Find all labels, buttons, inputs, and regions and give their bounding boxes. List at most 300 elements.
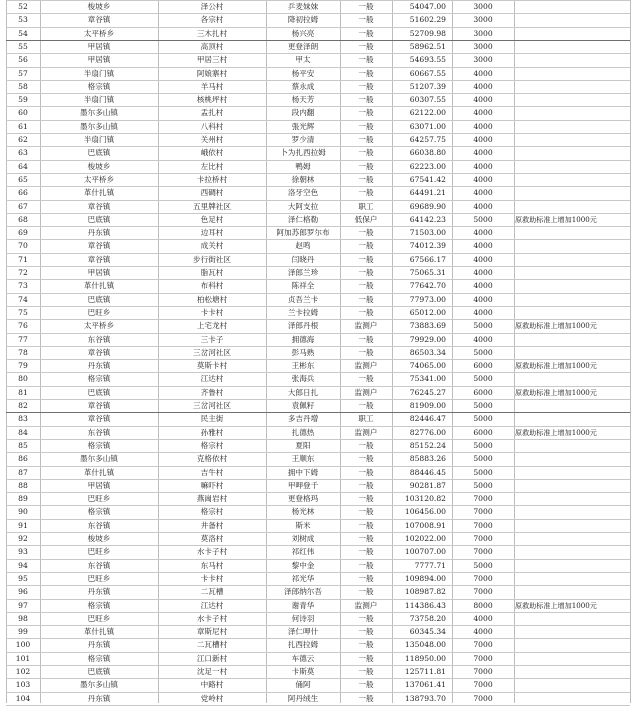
note-cell <box>514 160 630 173</box>
table-row-divider <box>6 253 630 254</box>
name-cell: 闫晓丹 <box>291 254 315 264</box>
village-cell: 莫斯卡村 <box>196 361 228 371</box>
category-cell: 一般 <box>358 401 374 410</box>
income-cell: 137061.41 <box>404 680 446 690</box>
village-cell: 羊马村 <box>200 81 224 91</box>
note-cell <box>514 412 630 425</box>
standard-cell: 4000 <box>473 148 493 158</box>
table-row-divider <box>6 239 630 240</box>
town-cell: 墨尔多山镇 <box>80 454 118 464</box>
standard-cell: 4000 <box>473 201 493 211</box>
income-cell: 76245.27 <box>409 387 446 397</box>
town-cell: 半扇门镇 <box>83 95 115 105</box>
standard-cell: 8000 <box>473 600 493 610</box>
income-cell: 82446.47 <box>409 414 446 424</box>
town-cell: 半扇门镇 <box>83 135 115 144</box>
name-cell: 兰卡拉姆 <box>287 307 319 317</box>
name-cell: 降初拉姆 <box>287 15 319 25</box>
village-cell: 沈足一村 <box>196 667 228 676</box>
town-cell: 章谷镇 <box>87 15 111 25</box>
category-cell: 一般 <box>358 560 374 570</box>
row-number-cell: 55 <box>18 41 28 51</box>
row-number-cell: 71 <box>18 254 28 264</box>
income-cell: 65012.00 <box>409 307 446 317</box>
standard-cell: 7000 <box>473 653 493 663</box>
note-cell <box>514 279 630 292</box>
table-row-divider <box>6 53 630 54</box>
standard-cell: 4000 <box>473 135 493 144</box>
income-cell: 125711.81 <box>404 667 446 676</box>
row-number-cell: 61 <box>18 121 28 131</box>
note-cell <box>514 27 630 40</box>
table-row-divider <box>6 386 630 387</box>
row-number-cell: 100 <box>15 640 31 650</box>
table-row-divider <box>6 27 630 28</box>
table-row-divider <box>6 545 630 546</box>
table-row <box>0 652 634 665</box>
standard-cell: 4000 <box>473 228 493 238</box>
income-cell: 60345.34 <box>409 627 446 637</box>
town-cell: 墨尔多山镇 <box>80 121 118 131</box>
row-number-cell: 103 <box>15 680 31 690</box>
income-cell: 77642.70 <box>409 281 446 291</box>
name-cell: 谢青华 <box>291 600 315 610</box>
table-row-divider <box>6 692 630 693</box>
standard-cell: 3000 <box>473 15 493 25</box>
category-cell: 一般 <box>358 294 374 304</box>
standard-cell: 4000 <box>473 121 493 131</box>
category-cell: 一般 <box>358 108 374 118</box>
category-cell: 一般 <box>358 613 374 623</box>
table-row <box>0 253 634 266</box>
village-cell: 卡卡村 <box>200 307 224 317</box>
village-cell: 中路村 <box>200 680 224 690</box>
standard-cell: 4000 <box>473 188 493 198</box>
row-number-cell: 53 <box>18 15 28 25</box>
name-cell: 王彬东 <box>291 361 315 371</box>
note-cell <box>514 572 630 585</box>
name-cell: 赵鸣 <box>295 241 311 251</box>
table-row-divider <box>6 200 630 201</box>
name-cell: 杨平安 <box>291 68 315 78</box>
income-cell: 90281.87 <box>409 480 446 490</box>
income-cell: 66038.80 <box>409 148 446 158</box>
standard-cell: 5000 <box>473 440 493 450</box>
note-cell <box>514 80 630 93</box>
note-cell <box>514 67 630 80</box>
income-cell: 82776.00 <box>409 427 446 437</box>
note-cell <box>514 625 630 638</box>
name-cell: 杨光林 <box>291 507 315 517</box>
table-row <box>0 372 634 385</box>
row-number-cell: 95 <box>18 573 28 583</box>
note-cell <box>514 479 630 492</box>
standard-cell: 3000 <box>473 2 493 11</box>
table-row-divider <box>6 452 630 453</box>
category-cell: 一般 <box>358 507 374 517</box>
note-cell <box>514 612 630 625</box>
town-cell: 甲居镇 <box>87 480 111 490</box>
category-cell: 一般 <box>358 374 374 384</box>
category-cell: 职工 <box>358 414 374 424</box>
category-cell: 一般 <box>358 307 374 317</box>
name-cell: 卡斯莫 <box>291 667 315 676</box>
table-row-divider <box>6 319 630 320</box>
table-row <box>0 13 634 26</box>
standard-cell: 4000 <box>473 268 493 277</box>
table-row <box>0 612 634 625</box>
row-number-cell: 77 <box>18 334 28 344</box>
standard-cell: 4000 <box>473 241 493 251</box>
town-cell: 章谷镇 <box>87 241 111 251</box>
category-cell: 一般 <box>358 228 374 238</box>
town-cell: 东谷镇 <box>87 427 111 437</box>
table-row-divider <box>6 213 630 214</box>
income-cell: 135048.00 <box>404 640 446 650</box>
category-cell: 一般 <box>358 573 374 583</box>
row-number-cell: 73 <box>18 281 28 291</box>
village-cell: 格宗村 <box>200 440 224 450</box>
village-cell: 高顶村 <box>200 41 224 51</box>
name-cell: 扎德热 <box>291 427 315 437</box>
table-row <box>0 638 634 651</box>
village-cell: 核桃坪村 <box>196 95 228 105</box>
row-number-cell: 94 <box>18 560 28 570</box>
note-cell <box>514 306 630 319</box>
standard-cell: 4000 <box>473 254 493 264</box>
table-row <box>0 319 634 332</box>
table-row <box>0 386 634 399</box>
table-row <box>0 412 634 425</box>
town-cell: 墨尔多山镇 <box>80 108 118 118</box>
name-cell: 阿加苏郎罗尔布 <box>276 228 330 238</box>
row-number-cell: 91 <box>18 520 28 530</box>
row-number-cell: 88 <box>18 480 28 490</box>
category-cell: 一般 <box>358 480 374 490</box>
row-number-cell: 92 <box>18 534 28 543</box>
table-row <box>0 213 634 226</box>
table-row <box>0 479 634 492</box>
town-cell: 格宗镇 <box>87 374 111 384</box>
standard-cell: 4000 <box>473 334 493 344</box>
name-cell: 鸭姆 <box>295 161 311 171</box>
row-number-cell: 62 <box>18 135 28 144</box>
category-cell: 一般 <box>358 680 374 690</box>
income-cell: 51602.29 <box>409 15 446 25</box>
village-cell: 盂扎村 <box>200 108 224 118</box>
table-row-divider <box>6 638 630 639</box>
table-row-divider <box>6 93 630 94</box>
note-cell <box>514 200 630 213</box>
income-cell: 54047.00 <box>409 2 446 11</box>
table-row-divider <box>6 665 630 666</box>
standard-cell: 7000 <box>473 587 493 597</box>
income-cell: 77973.00 <box>409 294 446 304</box>
table-row-divider <box>6 585 630 586</box>
standard-cell: 7000 <box>473 520 493 530</box>
standard-cell: 7000 <box>473 507 493 517</box>
name-cell: 贞吾兰卡 <box>287 294 319 304</box>
standard-cell: 7000 <box>473 693 493 703</box>
table-row <box>0 559 634 572</box>
village-cell: 水卡子村 <box>196 547 228 557</box>
category-cell: 一般 <box>358 241 374 251</box>
table-row-divider <box>6 279 630 280</box>
standard-cell: 4000 <box>473 95 493 105</box>
village-cell: 民主街 <box>200 414 224 424</box>
income-cell: 85883.26 <box>409 454 446 464</box>
row-number-cell: 69 <box>18 228 28 238</box>
name-cell: 徐朝林 <box>291 174 315 184</box>
town-cell: 革什扎镇 <box>83 627 115 637</box>
row-number-cell: 102 <box>15 667 31 676</box>
category-cell: 一般 <box>358 547 374 557</box>
name-cell: 更登格玛 <box>287 494 319 504</box>
row-number-cell: 104 <box>15 693 31 703</box>
standard-cell: 4000 <box>473 613 493 623</box>
table-row-divider <box>6 226 630 227</box>
note-cell <box>514 492 630 505</box>
town-cell: 格宗镇 <box>87 600 111 610</box>
table-row <box>0 279 634 292</box>
village-cell: 三木扎村 <box>196 28 228 38</box>
note-cell <box>514 93 630 106</box>
village-cell: 八科村 <box>200 121 224 131</box>
town-cell: 东谷镇 <box>87 520 111 530</box>
table-row <box>0 572 634 585</box>
table-row <box>0 359 634 372</box>
category-cell: 一般 <box>358 627 374 637</box>
standard-cell: 5000 <box>473 560 493 570</box>
table-row <box>0 545 634 558</box>
standard-cell: 7000 <box>473 534 493 543</box>
town-cell: 甲居镇 <box>87 268 111 277</box>
row-number-cell: 66 <box>18 188 28 198</box>
table-row-divider <box>6 0 630 1</box>
category-cell: 一般 <box>358 440 374 450</box>
category-cell: 一般 <box>358 161 374 171</box>
table-row <box>0 492 634 505</box>
income-cell: 103120.82 <box>404 494 446 504</box>
note-cell <box>514 559 630 572</box>
category-cell: 一般 <box>358 334 374 344</box>
note-cell <box>514 40 630 53</box>
table-row <box>0 106 634 119</box>
table-row <box>0 678 634 691</box>
table-row-divider <box>6 346 630 347</box>
table-row-divider <box>6 519 630 520</box>
income-cell: 60307.55 <box>409 95 446 105</box>
village-cell: 脂瓦村 <box>200 268 224 277</box>
village-cell: 三岔河社区 <box>193 401 231 410</box>
row-number-cell: 60 <box>18 108 28 118</box>
table-row-divider <box>6 133 630 134</box>
income-cell: 109894.00 <box>404 573 446 583</box>
income-cell: 79929.00 <box>409 334 446 344</box>
table-row-divider <box>6 599 630 600</box>
village-cell: 江口新村 <box>196 653 228 663</box>
table-row <box>0 239 634 252</box>
note-cell <box>514 146 630 159</box>
row-number-cell: 98 <box>18 613 28 623</box>
name-cell: 张海兵 <box>291 374 315 384</box>
table-row <box>0 346 634 359</box>
town-cell: 巴底镇 <box>87 667 111 676</box>
income-cell: 107008.91 <box>404 520 446 530</box>
standard-cell: 3000 <box>473 55 493 65</box>
table-row-divider <box>6 120 630 121</box>
row-number-cell: 90 <box>18 507 28 517</box>
village-cell: 上宅龙村 <box>196 321 228 331</box>
income-cell: 69689.90 <box>409 201 446 211</box>
table-row-divider <box>6 67 630 68</box>
note-cell: 原救助标准上增加1000元 <box>515 600 597 610</box>
village-cell: 克格依村 <box>196 454 228 464</box>
village-cell: 边耳村 <box>200 228 224 238</box>
row-number-cell: 79 <box>18 361 28 371</box>
category-cell: 一般 <box>358 121 374 131</box>
table-row <box>0 519 634 532</box>
standard-cell: 5000 <box>473 454 493 464</box>
income-cell: 63071.00 <box>409 121 446 131</box>
row-number-cell: 85 <box>18 440 28 450</box>
village-cell: 甲居三村 <box>196 55 228 65</box>
category-cell: 职工 <box>358 201 374 211</box>
name-cell: 祁光华 <box>291 573 315 583</box>
village-cell: 五里牌社区 <box>193 201 231 211</box>
table-row-divider <box>6 426 630 427</box>
standard-cell: 3000 <box>473 41 493 51</box>
table-row-divider <box>6 505 630 506</box>
note-cell <box>514 372 630 385</box>
table-row-divider <box>6 652 630 653</box>
standard-cell: 4000 <box>473 161 493 171</box>
town-cell: 太平桥乡 <box>83 174 115 184</box>
name-cell: 夏阳 <box>295 440 311 450</box>
standard-cell: 4000 <box>473 81 493 91</box>
table-row <box>0 306 634 319</box>
category-cell: 一般 <box>358 95 374 105</box>
row-number-cell: 59 <box>18 95 28 105</box>
standard-cell: 7000 <box>473 667 493 676</box>
town-cell: 丹东镇 <box>87 228 111 238</box>
town-cell: 巴底镇 <box>87 387 111 397</box>
standard-cell: 7000 <box>473 573 493 583</box>
note-cell <box>514 266 630 279</box>
table-row-divider <box>6 186 630 187</box>
town-cell: 格宗镇 <box>87 507 111 517</box>
standard-cell: 7000 <box>473 494 493 504</box>
village-cell: 三岔河社区 <box>193 347 231 357</box>
row-number-cell: 93 <box>18 547 28 557</box>
income-cell: 64491.21 <box>409 188 446 198</box>
village-cell: 孙雅村 <box>200 427 224 437</box>
table-row <box>0 426 634 439</box>
category-cell: 一般 <box>358 640 374 650</box>
standard-cell: 4000 <box>473 108 493 118</box>
category-cell: 一般 <box>358 268 374 277</box>
name-cell: 泽郎纳尔吾 <box>284 587 322 597</box>
table-row-divider <box>6 333 630 334</box>
category-cell: 监测户 <box>354 361 378 371</box>
income-cell: 62223.00 <box>409 161 446 171</box>
name-cell: 卜为扎西拉姆 <box>280 148 326 158</box>
note-cell: 原救助标准上增加1000元 <box>515 321 597 331</box>
category-cell: 监测户 <box>354 321 378 331</box>
row-number-cell: 52 <box>18 2 28 11</box>
category-cell: 一般 <box>358 2 374 11</box>
name-cell: 阿丹绒生 <box>287 693 319 703</box>
income-cell: 67541.42 <box>409 174 446 184</box>
name-cell: 杨天芳 <box>291 95 315 105</box>
town-cell: 丹东镇 <box>87 640 111 650</box>
row-number-cell: 89 <box>18 494 28 504</box>
name-cell: 杨兴亮 <box>291 28 315 38</box>
village-cell: 各宗村 <box>200 15 224 25</box>
income-cell: 52709.98 <box>409 28 446 38</box>
village-cell: 水卡子村 <box>196 613 228 623</box>
village-cell: 燕崗岩村 <box>196 494 228 504</box>
note-cell: 原救助标准上增加1000元 <box>515 387 597 397</box>
category-cell: 一般 <box>358 55 374 65</box>
name-cell: 拥德海 <box>291 334 315 344</box>
village-cell: 布科村 <box>200 281 224 291</box>
name-cell: 车德云 <box>291 653 315 663</box>
town-cell: 章谷镇 <box>87 201 111 211</box>
note-cell <box>514 439 630 452</box>
table-row <box>0 466 634 479</box>
note-cell <box>514 346 630 359</box>
village-cell: 三卡子 <box>200 334 224 344</box>
note-cell <box>514 545 630 558</box>
town-cell: 太平桥乡 <box>83 28 115 38</box>
standard-cell: 4000 <box>473 281 493 291</box>
row-number-cell: 84 <box>18 427 28 437</box>
town-cell: 梭坡乡 <box>87 161 111 171</box>
table-row <box>0 266 634 279</box>
town-cell: 巴旺乡 <box>87 547 111 557</box>
table-row-divider <box>6 399 630 400</box>
name-cell: 刘树成 <box>291 534 315 543</box>
income-cell: 102022.00 <box>404 534 446 543</box>
name-cell: 大郎日扎 <box>287 387 319 397</box>
note-cell <box>514 638 630 651</box>
row-number-cell: 97 <box>18 600 28 610</box>
row-number-cell: 81 <box>18 387 28 397</box>
table-row <box>0 0 634 13</box>
name-cell: 扎西拉姆 <box>287 640 319 650</box>
income-cell: 67566.17 <box>409 254 446 264</box>
table-row <box>0 625 634 638</box>
note-cell <box>514 505 630 518</box>
standard-cell: 5000 <box>473 480 493 490</box>
name-cell: 段内翻 <box>291 108 315 118</box>
note-cell <box>514 466 630 479</box>
table-row-divider <box>6 439 630 440</box>
town-cell: 东谷镇 <box>87 560 111 570</box>
town-cell: 格宗镇 <box>87 653 111 663</box>
village-cell: 齐鲁村 <box>200 387 224 397</box>
category-cell: 一般 <box>358 28 374 38</box>
note-cell <box>514 53 630 66</box>
category-cell: 一般 <box>358 15 374 25</box>
category-cell: 低保户 <box>354 214 378 224</box>
name-cell: 甲太 <box>295 55 311 65</box>
table-row <box>0 186 634 199</box>
village-cell: 二瓦槽 <box>200 587 224 597</box>
town-cell: 章谷镇 <box>87 414 111 424</box>
table-row <box>0 133 634 146</box>
